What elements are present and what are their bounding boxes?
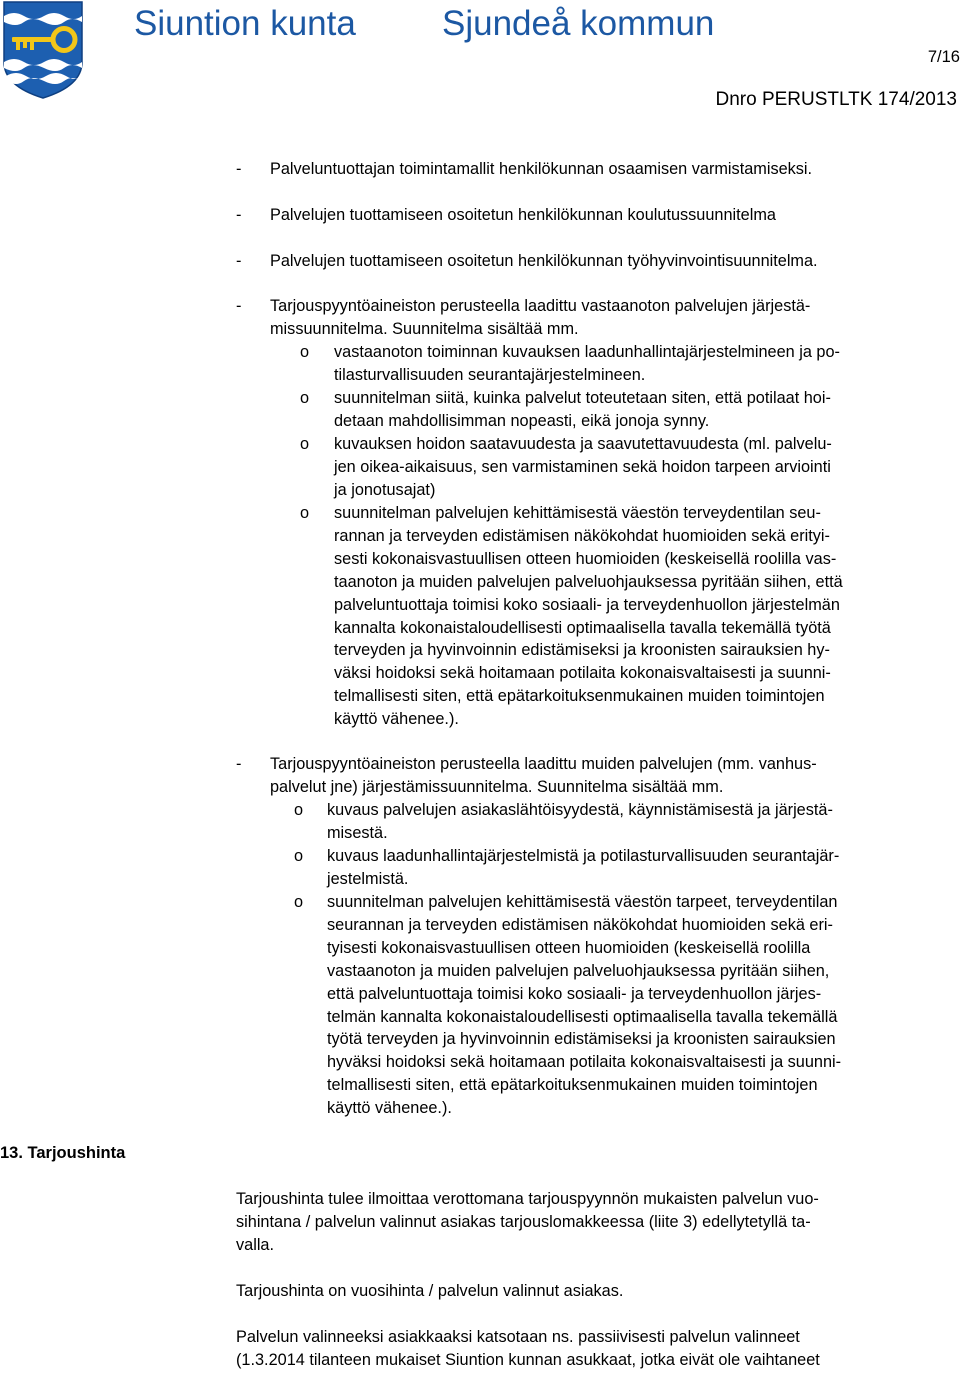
text-line: palveluntuottaja toimisi koko sosiaali- ja terveydenhuollon järjestelmän	[334, 595, 840, 614]
text-line: misestä.	[327, 823, 388, 842]
list-marker: -	[236, 160, 242, 178]
text-line: taanoton ja muiden palvelujen palveluohjauksessa pyritään siihen, että	[334, 572, 843, 591]
text-line: Tarjoushinta tulee ilmoittaa verottomana tarjouspyynnön mukaisten palvelun vuo-	[236, 1190, 819, 1208]
text-line: väksi hoidoksi sekä hoitamaan potilaita kokonaisvaltaisesti ja suunni-	[334, 664, 831, 683]
text-line: ja jonotusajat)	[334, 480, 436, 499]
paragraph	[236, 1326, 956, 1372]
text-line: suunnitelman palvelujen kehittämisestä väestön tarpeet, terveydentilan	[327, 893, 838, 911]
text-line: valla.	[236, 1235, 275, 1254]
text-line: käyttö vähenee.).	[334, 710, 459, 729]
text-line: (1.3.2014 tilanteen mukaiset Siuntion kunnan asukkaat, jotka eivät ole vaihtaneet	[236, 1350, 820, 1369]
paragraph	[236, 1188, 956, 1257]
text-line: Palvelujen tuottamiseen osoitetun henkilökunnan työhyvinvointisuunnitelma.	[270, 252, 818, 270]
list-marker: -	[236, 206, 242, 224]
sub-list-marker: o	[300, 435, 310, 453]
text-line: Palveluntuottajan toimintamallit henkilökunnan osaamisen varmistamiseksi.	[270, 160, 813, 178]
text-line: seurannan ja terveyden edistämisen näkökohdat huomioiden sekä eri-	[327, 915, 833, 934]
text-line: Palvelujen tuottamiseen osoitetun henkilökunnan koulutussuunnitelma	[270, 206, 776, 224]
text-line: sesti kokonaisvastuullisen otteen huomioiden (keskeisellä roolilla vas-	[334, 549, 837, 568]
text-line: rannan ja terveyden edistämisen näkökohdat huomioiden sekä erityi-	[334, 526, 830, 545]
text-line: Palvelun valinneeksi asiakkaaksi katsotaan ns. passiivisesti palvelun valinneet	[236, 1328, 800, 1346]
text-line: suunnitelman palvelujen kehittämisestä väestön terveydentilan seu-	[334, 504, 821, 522]
text-line: vastaanoton ja muiden palvelujen palveluohjauksessa pyritään siihen,	[327, 961, 830, 980]
text-line: Tarjouspyyntöaineiston perusteella laadittu muiden palvelujen (mm. vanhus-	[270, 755, 817, 773]
sub-list-marker: o	[300, 504, 310, 522]
sub-list-marker: o	[294, 893, 304, 911]
document-reference-number: Dnro PERUSTLTK 174/2013	[715, 89, 957, 110]
text-line: telmallisesti siten, että epätarkoituksenmukainen muiden toimintojen	[334, 687, 825, 706]
list-marker: -	[236, 297, 242, 315]
text-line: jestelmistä.	[327, 869, 409, 888]
sub-list-marker: o	[294, 847, 304, 865]
text-line: telmän kannalta kokonaistaloudellisesti optimaalisella tavalla tekemällä	[327, 1007, 838, 1026]
text-line: kuvauksen hoidon saatavuudesta ja saavutettavuudesta (ml. palvelu-	[334, 435, 832, 453]
paragraph	[236, 1280, 956, 1303]
text-line: tyisesti kokonaisvastuullisen otteen huomioiden (keskeisellä roolilla	[327, 938, 811, 957]
list-marker: -	[236, 755, 242, 773]
text-line: kuvaus laadunhallintajärjestelmistä ja potilasturvallisuuden seurantajär-	[327, 847, 840, 865]
text-line: kuvaus palvelujen asiakaslähtöisyydestä, käynnistämisestä ja järjestä-	[327, 801, 833, 819]
text-line: vastaanoton toiminnan kuvauksen laadunhallintajärjestelmineen ja po-	[334, 343, 840, 361]
text-line: suunnitelman siitä, kuinka palvelut toteutetaan siten, että potilaat hoi-	[334, 389, 831, 407]
municipality-name-finnish: Siuntion kunta	[134, 4, 356, 43]
text-line: missuunnitelma. Suunnitelma sisältää mm.	[270, 319, 579, 338]
text-line: käyttö vähenee.).	[327, 1099, 452, 1118]
text-line: telmallisesti siten, että epätarkoituksenmukainen muiden toimintojen	[327, 1076, 818, 1095]
sub-list-marker: o	[300, 389, 310, 407]
text-line: jen oikea-aikaisuus, sen varmistaminen sekä hoidon tarpeen arviointi	[334, 457, 831, 476]
text-line: että palveluntuottaja toimisi koko sosiaali- ja terveydenhuollon järjes-	[327, 984, 822, 1003]
text-line: tilasturvallisuuden seurantajärjestelmineen.	[334, 365, 646, 384]
text-line: hyväksi hoidoksi sekä hoitamaan potilaita kokonaisvaltaisesti ja suunni-	[327, 1053, 842, 1072]
text-line: terveyden ja hyvinvoinnin edistämiseksi ja kroonisten sairauksien hy-	[334, 641, 830, 660]
text-line: palvelut jne) järjestämissuunnitelma. Suunnitelma sisältää mm.	[270, 777, 724, 796]
list-marker: -	[236, 252, 242, 270]
section-heading: 13. Tarjoushinta	[0, 1144, 126, 1162]
text-line: Tarjoushinta on vuosihinta / palvelun valinnut asiakas.	[236, 1282, 624, 1300]
municipality-name-swedish: Sjundeå kommun	[442, 4, 715, 43]
municipal-crest-icon	[2, 0, 84, 100]
sub-list-marker: o	[300, 343, 310, 361]
text-line: kannalta kokonaistaloudellisesti optimaalisella tavalla tekemällä työtä	[334, 618, 831, 637]
text-line: Tarjouspyyntöaineiston perusteella laadittu vastaanoton palvelujen järjestä-	[270, 297, 811, 315]
text-line: sihintana / palvelun valinnut asiakas tarjouslomakkeessa (liite 3) edellytetyllä ta-	[236, 1212, 811, 1231]
text-line: detaan mahdollisimman nopeasti, eikä jonoja synny.	[334, 411, 710, 430]
page-number: 7/16	[927, 48, 960, 66]
sub-list-marker: o	[294, 801, 304, 819]
text-line: työtä terveyden ja hyvinvoinnin edistämiseksi ja kroonisten sairauksien	[327, 1030, 836, 1049]
